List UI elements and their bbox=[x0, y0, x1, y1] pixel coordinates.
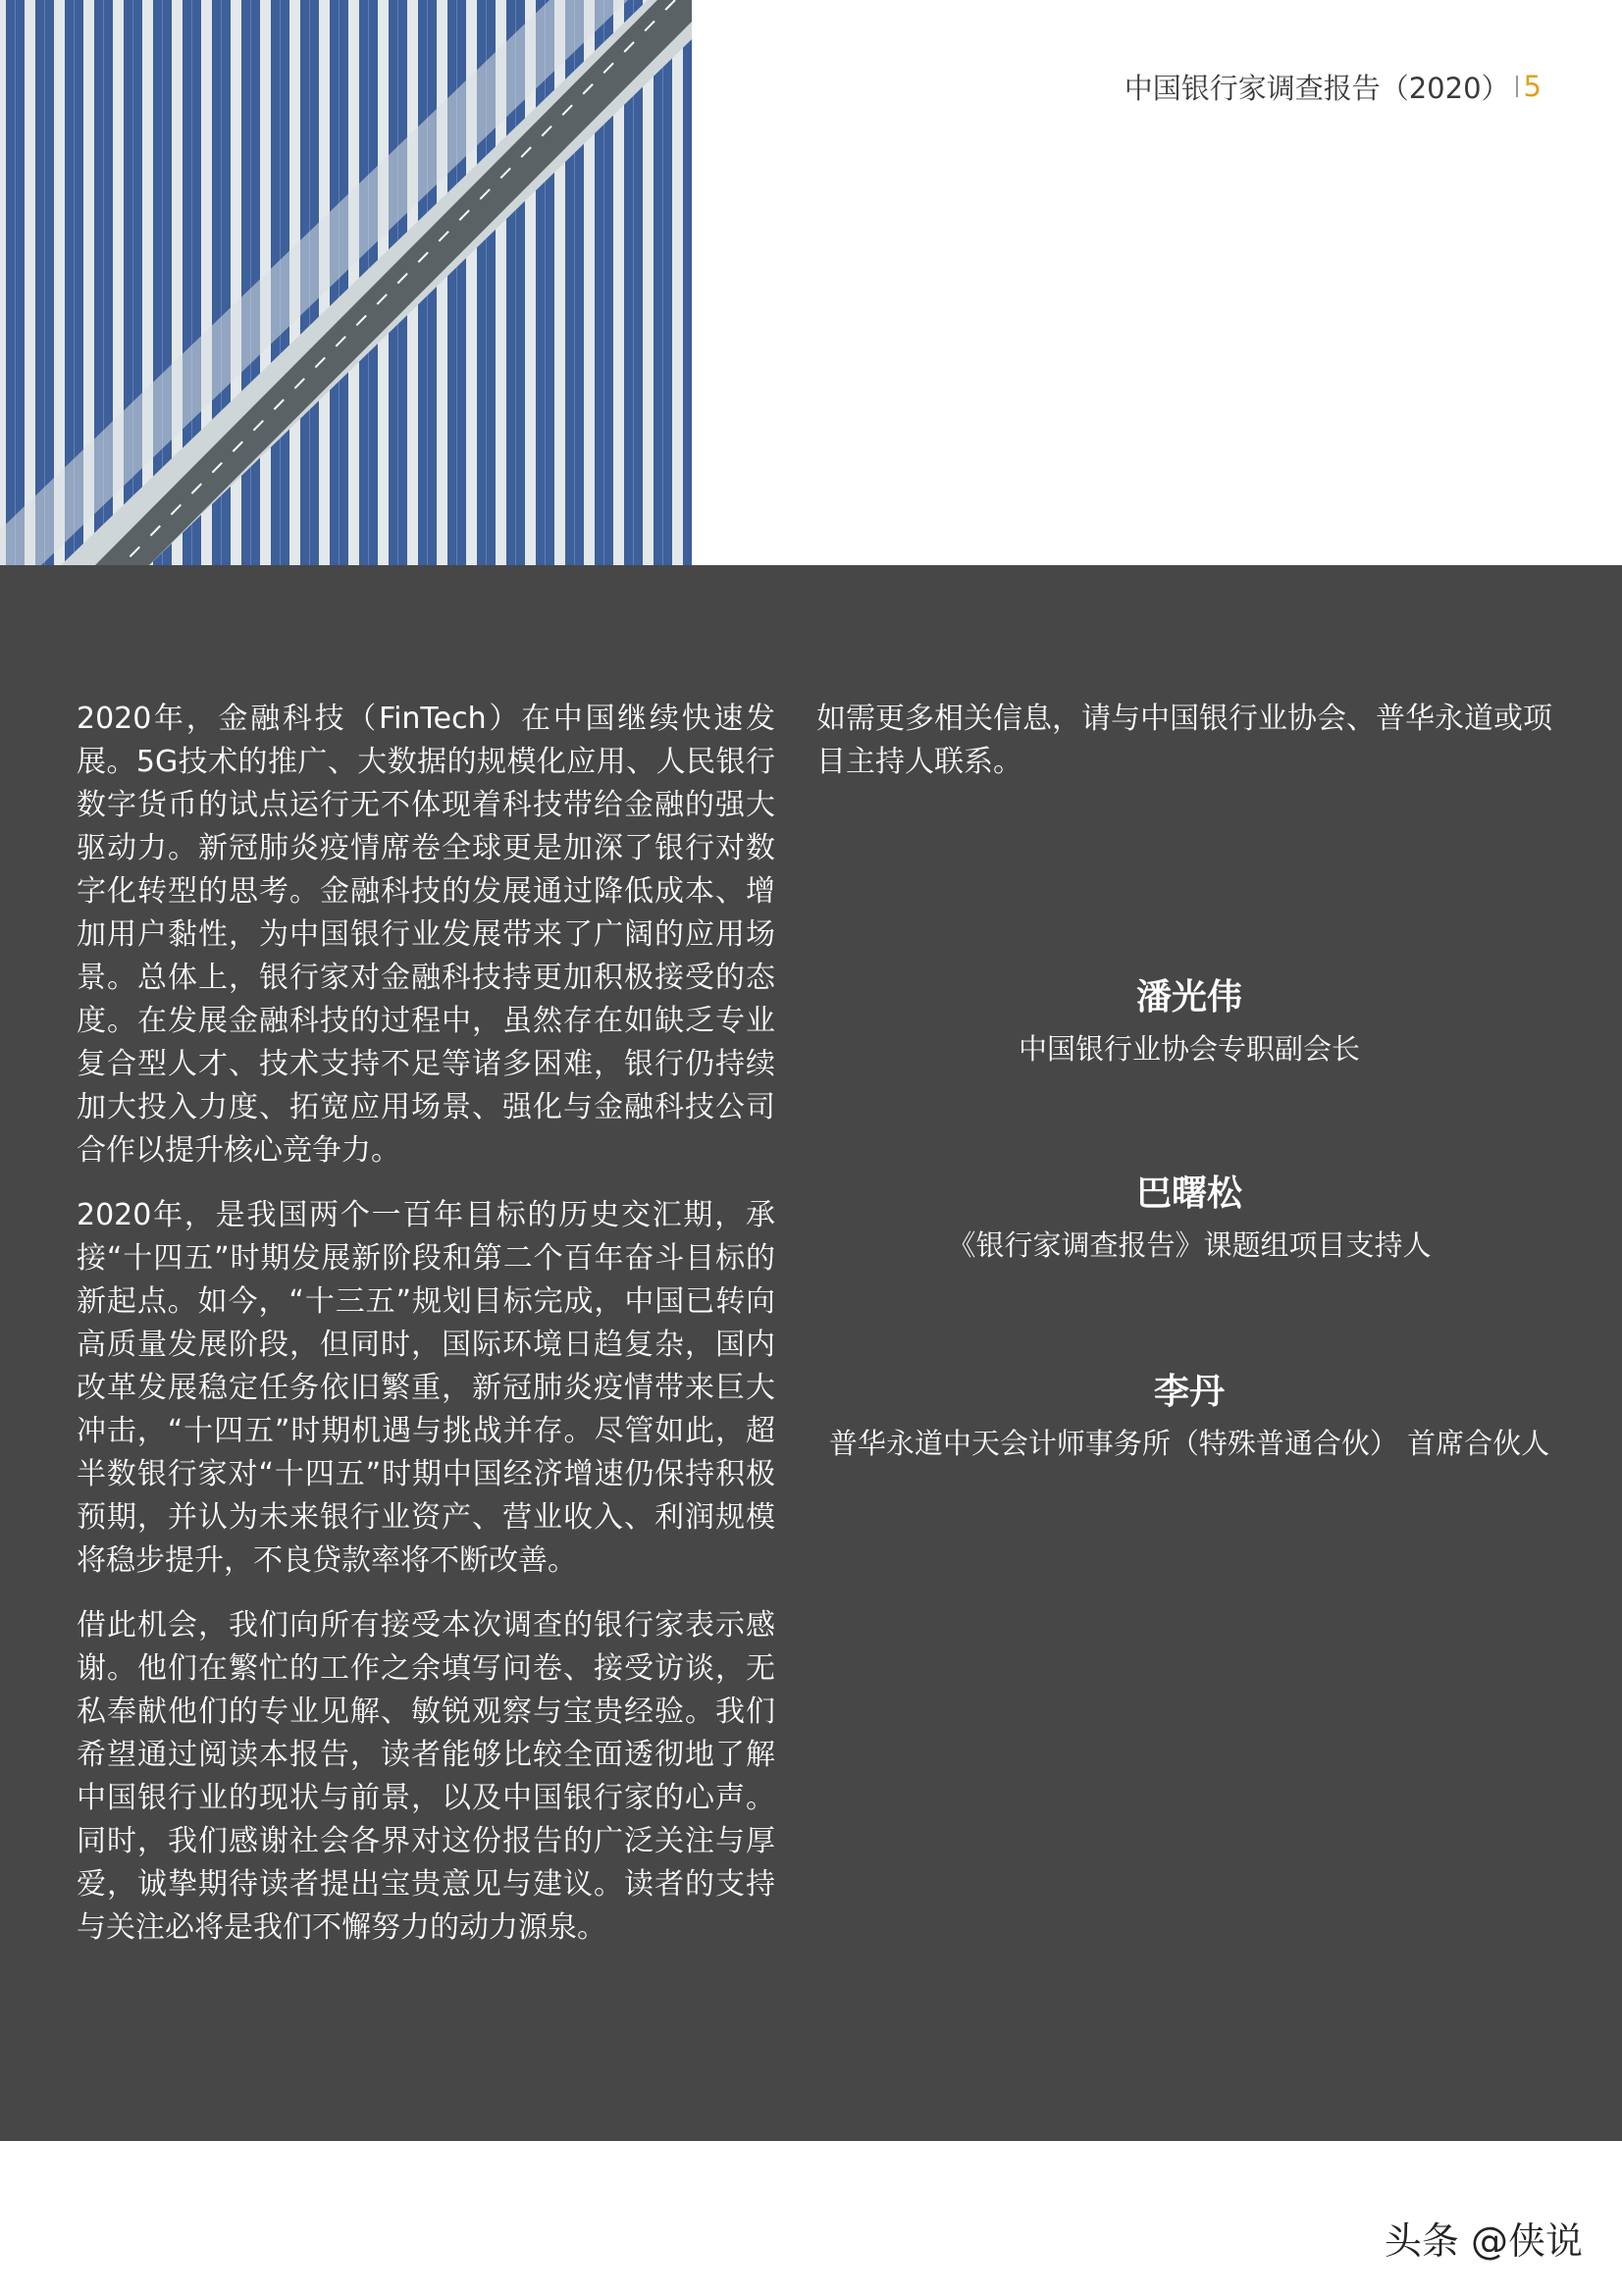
signatory-role: 普华永道中天会计师事务所（特殊普通合伙） 首席合伙人 bbox=[828, 1427, 1550, 1460]
signature-block-2 bbox=[816, 1173, 1562, 1265]
solar-farm-illustration bbox=[0, 0, 692, 567]
signatory-name: 潘光伟 bbox=[1135, 977, 1242, 1018]
signatory-role: 《银行家调查报告》课题组项目支持人 bbox=[947, 1228, 1432, 1262]
body-paragraph-3: 借此机会，我们向所有接受本次调查的银行家表示感谢。他们在繁忙的工作之余填写问卷、接受访谈，无私奉献他们的专业见解、敏锐观察与宝贵经验。我们希望通过阅读本报告，读者能够比较全面透彻地了解中国银行业的现状与前景，以及中国银行家的心声。同时，我们感谢社会各界对这份报告的广泛关注与厚爱，诚挚期待读者提出宝贵意见与建议。读者的支持与关注必将是我们不懈努力的动力源泉。 bbox=[77, 1608, 775, 1945]
contact-paragraph: 如需更多相关信息，请与中国银行业协会、普华永道或项目主持人联系。 bbox=[816, 702, 1552, 779]
signature-block-1 bbox=[816, 976, 1562, 1069]
solar-panel-row bbox=[683, 0, 692, 567]
source-watermark: 头条 @侠说 bbox=[1384, 2219, 1583, 2263]
left-column bbox=[77, 698, 775, 1971]
signatory-name: 李丹 bbox=[1153, 1372, 1225, 1412]
body-paragraph-2: 2020年，是我国两个一百年目标的历史交汇期，承接“十四五”时期发展新阶段和第二个百年奋斗目标的新起点。如今，“十三五”规划目标完成，中国已转向高质量发展阶段，但同时，国际环境日趋复杂，国内改革发展稳定任务依旧繁重，新冠肺炎疫情带来巨大冲击，“十四五”时期机遇与挑战并存。尽管如此，超半数银行家对“十四五”时期中国经济增速仍保持积极预期，并认为未来银行业资产、营业收入、利润规模将稳步提升，不良贷款率将不断改善。 bbox=[77, 1198, 775, 1578]
report-title: 中国银行家调查报告（2020） bbox=[1124, 71, 1510, 105]
page-number: 5 bbox=[1523, 70, 1542, 103]
hero-aerial-photo bbox=[0, 0, 692, 567]
signature-block-3 bbox=[816, 1371, 1562, 1463]
running-header bbox=[1125, 67, 1542, 106]
right-column bbox=[816, 698, 1562, 784]
header-divider bbox=[1516, 76, 1518, 97]
signatory-role: 中国银行业协会专职副会长 bbox=[1018, 1032, 1360, 1066]
body-paragraph-1: 2020年，金融科技（FinTech）在中国继续快速发展。5G技术的推广、大数据的规模化应用、人民银行数字货币的试点运行无不体现着科技带给金融的强大驱动力。新冠肺炎疫情席卷全球更是加深了银行对数字化转型的思考。金融科技的发展通过降低成本、增加用户黏性，为中国银行业发展带来了广阔的应用场景。总体上，银行家对金融科技持更加积极接受的态度。在发展金融科技的过程中，虽然存在如缺乏专业复合型人才、技术支持不足等诸多困难，银行仍持续加大投入力度、拓宽应用场景、强化与金融科技公司合作以提升核心竞争力。 bbox=[77, 702, 775, 1168]
signatory-name: 巴曙松 bbox=[1135, 1174, 1242, 1214]
